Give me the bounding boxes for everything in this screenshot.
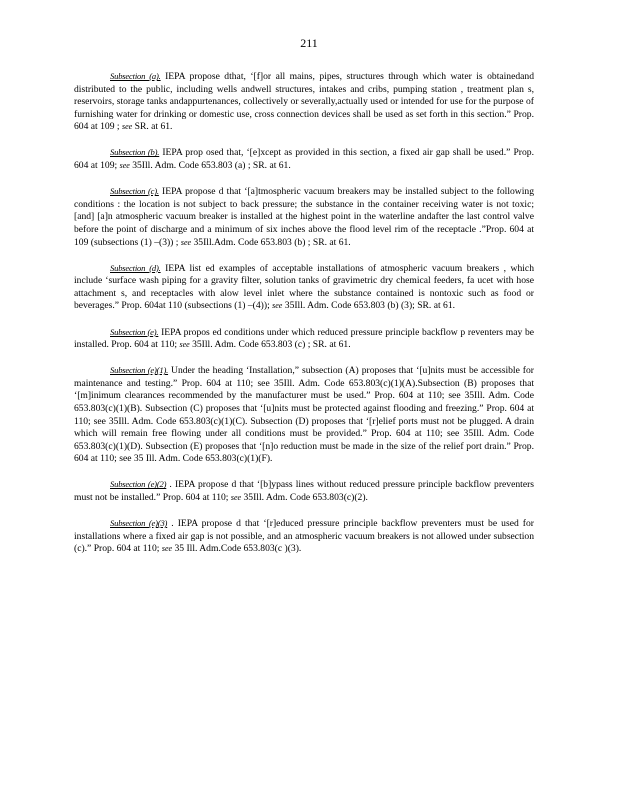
paragraph-subsection-d bbox=[74, 262, 534, 313]
paragraph-subsection-e1 bbox=[74, 364, 534, 466]
citation-tail: 35Ill. Adm. Code 653.803 (c) ; SR. at 61. bbox=[192, 339, 351, 351]
paragraph-subsection-e bbox=[74, 326, 534, 352]
subsection-label: Subsection (e). bbox=[110, 326, 159, 337]
see-signal: see bbox=[119, 161, 130, 171]
subsection-label: Subsection (e)(1). bbox=[110, 365, 169, 376]
paragraph-subsection-a bbox=[74, 70, 534, 134]
citation-tail: 35Ill.Adm. Code 653.803 (b) ; SR. at 61. bbox=[193, 236, 351, 248]
paragraph-text: IEPA list ed examples of acceptable installations of atmospheric vacuum breakers , which include ‘surface wash piping for a gravity filter, solution tanks of gravimetric dry chemical feeders, fa ucet with hose attachment s, and receptacles with alow level inlet where the substance contained is nontoxic such as food or beverages.” Prop. 604at 110 (subsections (1) –(4)); bbox=[74, 262, 534, 312]
paragraph-subsection-b bbox=[74, 146, 534, 172]
subsection-label: Subsection (c). bbox=[110, 186, 159, 197]
paragraph-subsection-e2 bbox=[74, 478, 534, 504]
citation-tail: 35Ill. Adm. Code 653.803 (b) (3); SR. at 61. bbox=[284, 300, 456, 312]
see-signal: see bbox=[161, 544, 173, 554]
subsection-label: Subsection (d). bbox=[110, 262, 161, 273]
citation-tail: 35Ill. Adm. Code 653.803(c)(2). bbox=[243, 492, 368, 504]
see-signal: see bbox=[230, 493, 242, 503]
see-signal: see bbox=[121, 122, 133, 132]
paragraph-text: . IEPA propose d that ‘[r]educed pressure principle backflow preventers must be used for installations where a fixed air gap is not possible, and an atmospheric vacuum breakers is not allowed under subsection (c).” Prop. 604 at 110; bbox=[74, 518, 534, 555]
subsection-label: Subsection (b). bbox=[110, 147, 160, 158]
citation-tail: 35Ill. Adm. Code 653.803 (a) ; SR. at 61. bbox=[132, 160, 291, 172]
see-signal: see bbox=[179, 340, 190, 350]
subsection-label: Subsection (e)(3) bbox=[110, 518, 168, 529]
document-body bbox=[74, 70, 534, 568]
paragraph-text: IEPA propose dthat, ‘[f]or all mains, pipes, structures through which water is obtainedand distributed to the public, including wells andwell structures, intakes and cribs, pumping station , treatment plan s, reservoirs, storage tanks andappurtenances, collectively or severally,actually used or intended for use for the purpose of furnishing water for drinking or domestic use, cross connection devices shall be used as set forth in this section.” Prop. 604 at 109 ; bbox=[74, 71, 534, 133]
citation-tail: SR. at 61. bbox=[134, 121, 173, 133]
paragraph-text: IEPA prop osed that, ‘[e]xcept as provided in this section, a fixed air gap shall be used.” Prop. 604 at 109; bbox=[74, 147, 534, 172]
subsection-label: Subsection (e)(2) bbox=[110, 479, 167, 490]
paragraph-subsection-e3 bbox=[74, 517, 534, 556]
see-signal: see bbox=[180, 237, 192, 247]
paragraph-text: IEPA propos ed conditions under which reduced pressure principle backflow p reventers may be installed. Prop. 604 at 110; bbox=[74, 326, 534, 351]
page-number: 211 bbox=[300, 36, 318, 50]
citation-tail: 35 Ill. Adm.Code 653.803(c )(3). bbox=[174, 543, 302, 555]
paragraph-text: Under the heading ‘Installation,” subsection (A) proposes that ‘[u]nits must be accessible for maintenance and testing.” Prop. 604 at 110; see 35Ill. Adm. Code 653.803(c)(1)(A).Subsection (B) proposes that ‘[m]inimum clearances recommended by the manufacturer must be used.” Prop. 604 at 110; see 35Ill. Adm. Code 653.803(c)(1)(B). Subsection (C) proposes that ‘[u]nits must be protected against flooding and freezing.” Prop. 604 at 110; see 35Ill. Adm. Code 653.803(c)(1)(C). Subsection (D) proposes that ‘[r]elief ports must not be plugged. A drain which will remain free flowing under all conditions must be provided.” Prop. 604 at 110; see 35Ill. Adm. Code 653.803(c)(1)(D). Subsection (E) proposes that ‘[n]o reduction must be made in the size of the relief port drain.” Prop. 604 at 110; see 35 Ill. Adm. Code 653.803(c)(1)(F). bbox=[74, 365, 534, 465]
paragraph-text: . IEPA propose d that ‘[b]ypass lines without reduced pressure principle backflow preventers must not be installed.” Prop. 604 at 110; bbox=[74, 479, 535, 504]
subsection-label: Subsection (a). bbox=[110, 71, 161, 81]
see-signal: see bbox=[272, 301, 283, 311]
paragraph-text: IEPA propose d that ‘[a]tmospheric vacuum breakers may be installed subject to the following conditions : the location is not subject to back pressure; the substance in the container receiving water is not toxic; [and] [a]n atmospheric vacuum breaker is installed at the highest point in the waterline andafter the last control valve before the point of discharge and a minimum of six inches above the flood level rim of the receptacle .”Prop. 604 at 109 (subsections (1) –(3)) ; bbox=[74, 186, 534, 248]
paragraph-subsection-c bbox=[74, 185, 534, 249]
